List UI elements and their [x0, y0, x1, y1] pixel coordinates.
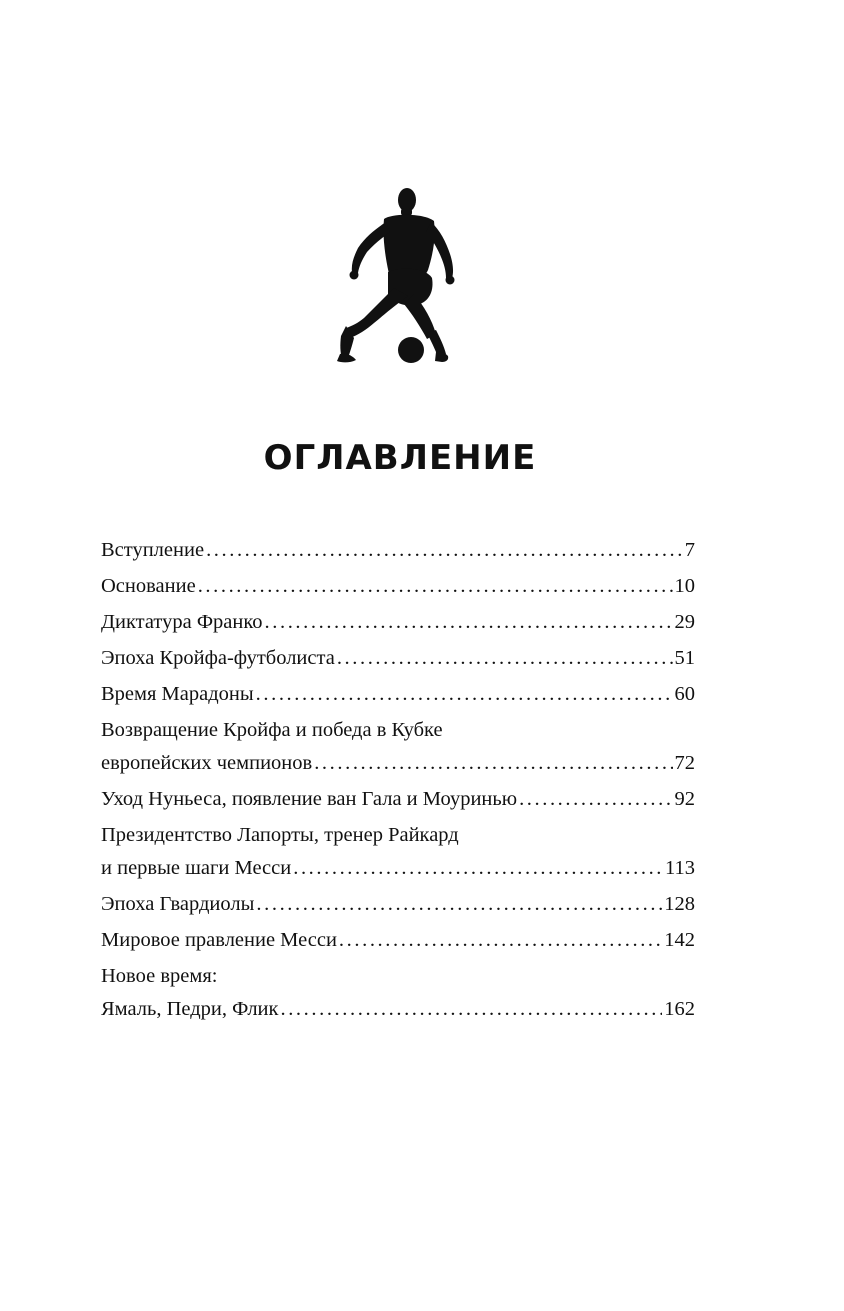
toc-page-number: 60 [674, 683, 695, 705]
toc-page-number: 142 [664, 929, 695, 951]
toc-page-number: 72 [674, 752, 695, 774]
toc-entry [101, 648, 695, 669]
toc-entry-title: Основание [101, 575, 196, 597]
toc-page-number: 162 [664, 998, 695, 1020]
dot-leader [519, 789, 672, 810]
toc-entry [101, 612, 695, 633]
toc-entry-title: и первые шаги Месси [101, 857, 292, 879]
toc-entry [101, 684, 695, 705]
toc-page-number: 113 [665, 857, 695, 879]
toc-entry-line [101, 966, 695, 987]
toc-entry-title: Время Марадоны [101, 683, 254, 705]
toc-entry-line [101, 720, 695, 741]
toc-entry-line [101, 684, 695, 705]
toc-entry-title: Ямаль, Педри, Флик [101, 998, 279, 1020]
toc-entry-line [101, 825, 695, 846]
toc-entry-line [101, 930, 695, 951]
toc-entry-line [101, 612, 695, 633]
toc-entry [101, 789, 695, 810]
toc-entry-title: Диктатура Франко [101, 611, 263, 633]
toc-page-number: 10 [674, 575, 695, 597]
dot-leader [198, 576, 673, 597]
toc-entry-title: Вступление [101, 539, 205, 561]
page-title: ОГЛАВЛЕНИЕ [263, 438, 537, 478]
toc-entry [101, 576, 695, 597]
toc-page-number: 92 [674, 788, 695, 810]
toc-entry-title: Эпоха Гвардиолы [101, 893, 255, 915]
toc-entry-title: Президентство Лапорты, тренер Райкард [101, 824, 459, 846]
toc-entry-line [101, 999, 695, 1020]
dot-leader [293, 858, 663, 879]
dot-leader [314, 753, 672, 774]
toc-entry [101, 540, 695, 561]
toc-entry-title: Эпоха Кройфа-футболиста [101, 647, 335, 669]
toc-entry-line [101, 789, 695, 810]
toc-entry-line [101, 753, 695, 774]
toc-entry-line [101, 858, 695, 879]
toc-page-number: 29 [674, 611, 695, 633]
toc-entry [101, 720, 695, 774]
toc-entry-line [101, 894, 695, 915]
toc-entry-title: Возвращение Кройфа и победа в Кубке [101, 719, 443, 741]
toc-entry-line [101, 648, 695, 669]
toc-entry [101, 966, 695, 1020]
footballer-silhouette-icon [332, 186, 456, 366]
toc-entry [101, 825, 695, 879]
dot-leader [256, 684, 673, 705]
toc-entry-line [101, 576, 695, 597]
dot-leader [265, 612, 673, 633]
dot-leader [339, 930, 662, 951]
toc-page-number: 128 [664, 893, 695, 915]
toc-page-number: 51 [674, 647, 695, 669]
dot-leader [280, 999, 662, 1020]
toc-entry-title: европейских чемпионов [101, 752, 313, 774]
toc-entry-title: Новое время: [101, 965, 218, 987]
toc-entry-line [101, 540, 695, 561]
toc-entry [101, 930, 695, 951]
dot-leader [337, 648, 673, 669]
dot-leader [206, 540, 683, 561]
toc-entry-title: Уход Нуньеса, появление ван Гала и Моуринью [101, 788, 518, 810]
dot-leader [256, 894, 662, 915]
table-of-contents [101, 540, 695, 1035]
toc-entry-title: Мировое правление Месси [101, 929, 337, 951]
toc-entry [101, 894, 695, 915]
toc-page-number: 7 [684, 539, 695, 561]
